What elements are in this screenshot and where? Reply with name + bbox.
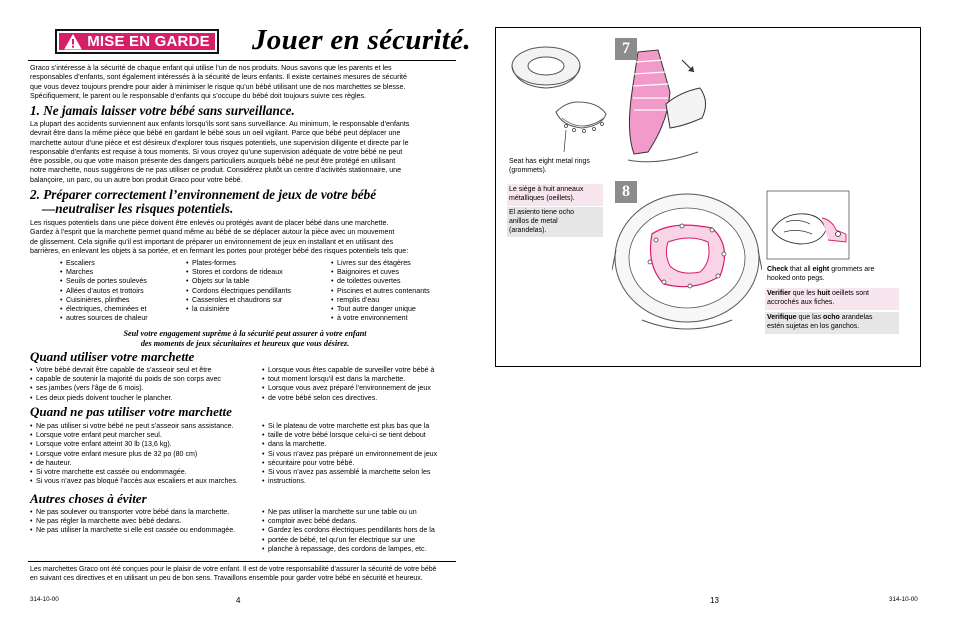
section1-heading: 1. Ne jamais laisser votre bébé sans surveillance.	[30, 103, 295, 118]
list-item: • remplis d’eau	[331, 296, 461, 305]
page-title: Jouer en sécurité.	[252, 24, 471, 56]
list-item: • Si le plateau de votre marchette est plus bas que la	[262, 422, 462, 431]
list-item: • électriques, cheminées et	[60, 305, 200, 314]
list-item: • taille de votre bébé lorsque celui-ci se tient debout	[262, 431, 462, 440]
list-item: • Ne pas utiliser si votre bébé ne peut s’asseoir sans assistance.	[30, 422, 262, 431]
when-not-list-left	[30, 422, 262, 486]
list-item: • de votre bébé selon ces directives.	[262, 394, 462, 403]
top-rule	[28, 60, 456, 61]
list-item: • la cuisinière	[186, 305, 326, 314]
seat-attach-illustration	[618, 42, 714, 168]
list-item: • comptoir avec bébé dedans.	[262, 517, 462, 526]
list-item: • sécuritaire pour votre bébé.	[262, 459, 462, 468]
avoid-heading: Autres choses à éviter	[30, 491, 147, 506]
section2-heading: 2. Préparer correctement l’environnement de jeux de votre bébé —neutraliser les risques potentiels.	[30, 187, 377, 216]
footer-note: Les marchettes Graco ont été conçues pour le plaisir de votre enfant. Il est de votre responsabilité d’assurer la sécurité de votre bébé en suivant ces directives et en utilisant un peu de bon sens. Travaillons ensemble pour garder votre bébé en sécurité et heureux.	[30, 566, 437, 583]
list-item: • de toilettes ouvertes	[331, 277, 461, 286]
list-item: • Allées d’autos et trottoirs	[60, 287, 200, 296]
list-item: • Votre bébé devrait être capable de s’asseoir seul et être	[30, 366, 258, 375]
list-item: • Objets sur la table	[186, 277, 326, 286]
walker-base-illustration	[612, 180, 762, 340]
list-item: • ses jambes (vers l’âge de 6 mois).	[30, 384, 258, 393]
list-item: • Casseroles et chaudrons sur	[186, 296, 326, 305]
warning-badge	[55, 29, 219, 54]
warning-label: MISE EN GARDE	[87, 33, 210, 50]
left-footer-code: 314-10-00	[30, 596, 59, 603]
list-item: • Stores et cordons de rideaux	[186, 268, 326, 277]
list-item: • Tout autre danger unique	[331, 305, 461, 314]
avoid-list-right	[262, 508, 462, 554]
list-item: • Seuils de portes soulevés	[60, 277, 200, 286]
list-item: • dans la marchette.	[262, 440, 462, 449]
step-8-badge: 8	[615, 181, 637, 203]
bottom-rule	[28, 561, 456, 562]
avoid-list-left	[30, 508, 262, 536]
step8-caption-es: Verifique que las ocho arandelas estén sujetas en los ganchos.	[765, 312, 899, 334]
list-item: • Si vous n’avez pas préparé un environnement de jeux	[262, 450, 462, 459]
list-item: • Baignoires et cuves	[331, 268, 461, 277]
list-item: • Marches	[60, 268, 200, 277]
left-page-number: 4	[236, 596, 241, 605]
when-use-list-left	[30, 366, 258, 403]
warning-triangle-icon	[64, 34, 82, 50]
when-use-heading: Quand utiliser votre marchette	[30, 349, 195, 364]
when-not-heading: Quand ne pas utiliser votre marchette	[30, 404, 232, 419]
section2-paragraph: Les risques potentiels dans une pièce doivent être enlevés ou protégés avant de placer bébé dans une marchette. Gardez à l’esprit que la marchette permet quand même au bébé de se déplacer autour la pièce avec un mouvement de glissement. Cela signifie qu’il est important de préparer un environnement de jeux en installant et en utilisant des barrières, en enlevant les objets à sa portée, et en fermant les portes pour protéger bébé des risques potentiels tels que:	[30, 219, 409, 255]
list-item: • Ne pas soulever ou transporter votre bébé dans la marchette.	[30, 508, 262, 517]
right-footer-code: 314-10-00	[889, 596, 918, 603]
list-item: • Escaliers	[60, 259, 200, 268]
step8-caption-fr: Verifier que les huit oeillets sont accrochés aux fiches.	[765, 288, 899, 310]
list-item: • tout moment lorsqu’il est dans la marchette.	[262, 375, 462, 384]
intro-paragraph: Graco s’intéresse à la sécurité de chaque enfant qui utilise l’un de nos produits. Nous savons que les parents et les responsables d’enfants, sont également intéressés à la sécurité de leurs enfants. Il existe certaines mesures de sécurité que vous devez toujours prendre pour aider à minimiser le risque qu’un bébé utilisant une de nos marchettes se blesse. Spécifiquement, le parent ou le responsable d’enfants qui s’occupe du bébé doit toujours suivre ces règles.	[30, 64, 407, 100]
list-item: • capable de soutenir la majorité du poids de son corps avec	[30, 375, 258, 384]
list-item: • Plates-formes	[186, 259, 326, 268]
list-item: • Lorsque vous êtes capable de surveiller votre bébé à	[262, 366, 462, 375]
step7-caption-fr: Le siège à huit anneaux métalliques (oeillets).	[507, 184, 603, 206]
list-item: • Lorsque votre enfant atteint 30 lb (13,6 kg).	[30, 440, 262, 449]
list-item: • Lorsque votre enfant mesure plus de 32 po (80 cm)	[30, 450, 262, 459]
hazards-list-1	[60, 259, 200, 323]
list-item: • Livres sur des étagères	[331, 259, 461, 268]
when-use-list-right	[262, 366, 462, 403]
list-item: • planche à repassage, des cordons de lampes, etc.	[262, 545, 462, 554]
list-item: • Si votre marchette est cassée ou endommagée.	[30, 468, 262, 477]
list-item: • Piscines et autres contenants	[331, 287, 461, 296]
step8-caption-en: Check that all eight grommets are hooked onto pegs.	[767, 266, 875, 282]
list-item: • Lorsque votre enfant peut marcher seul.	[30, 431, 262, 440]
list-item: • instructions.	[262, 477, 462, 486]
step7-caption-en: Seat has eight metal rings (grommets).	[509, 158, 590, 174]
step-7-badge: 7	[615, 38, 637, 60]
list-item: • à votre environnement	[331, 314, 461, 323]
section1-paragraph: La plupart des accidents surviennent aux enfants lorsqu’ils sont sans surveillance. Au minimum, le responsable d’enfants devrait être dans la même pièce que bébé en gardant le bébé sous un oeil vigilant. Parce que bébé peut déplacer une marchette autour d’une pièce et est désireux d’explorer tous risques potentiels, une supervision diligente et directe par le responsable d’enfants est requise à tous moments. Si vous croyez qu’une supervision adéquate de votre bébé ne peut être possible, ou que votre maison présente des dangers particuliers auxquels bébé ne peut être protégé en utilisant notre marchette, nous suggérons de ne pas utiliser ce produit. Considérez plutôt un centre d’activités stationnaire, une balançoire, un parc, ou un autre bon produit Graco pour votre bébé.	[30, 120, 410, 184]
list-item: • Ne pas utiliser la marchette sur une table ou un	[262, 508, 462, 517]
list-item: • Cordons électriques pendillants	[186, 287, 326, 296]
list-item: • Les deux pieds doivent toucher le plancher.	[30, 394, 258, 403]
list-item: • Cuisinières, plinthes	[60, 296, 200, 305]
list-item: • Ne pas utiliser la marchette si elle est cassée ou endommagée.	[30, 526, 262, 535]
safety-commitment-text: Seul votre engagement suprême à la sécurité peut assurer à votre enfant des moments de jeux sécuritaires et heureux que vous désirez.	[123, 329, 367, 348]
list-item: • portée de bébé, tel qu’un fer électrique sur une	[262, 536, 462, 545]
hazards-list-2	[186, 259, 326, 314]
list-item: • Si vous n’avez pas assemblé la marchette selon les	[262, 468, 462, 477]
list-item: • de hauteur.	[30, 459, 262, 468]
list-item: • autres sources de chaleur	[60, 314, 200, 323]
when-not-list-right	[262, 422, 462, 486]
walker-seat-illustration	[506, 42, 616, 154]
right-page-number: 13	[710, 596, 719, 605]
list-item: • Lorsque vous avez préparé l’environnement de jeux	[262, 384, 462, 393]
list-item: • Ne pas régler la marchette avec bébé dedans.	[30, 517, 262, 526]
list-item: • Gardez les cordons électriques pendillants hors de la	[262, 526, 462, 535]
hazards-list-3	[331, 259, 461, 323]
step7-caption-es: El asiento tiene ocho anillos de metal (arandelas).	[507, 207, 603, 237]
grommet-detail-illustration	[766, 190, 850, 260]
list-item: • Si vous n’avez pas bloqué l’accès aux escaliers et aux marches.	[30, 477, 262, 486]
